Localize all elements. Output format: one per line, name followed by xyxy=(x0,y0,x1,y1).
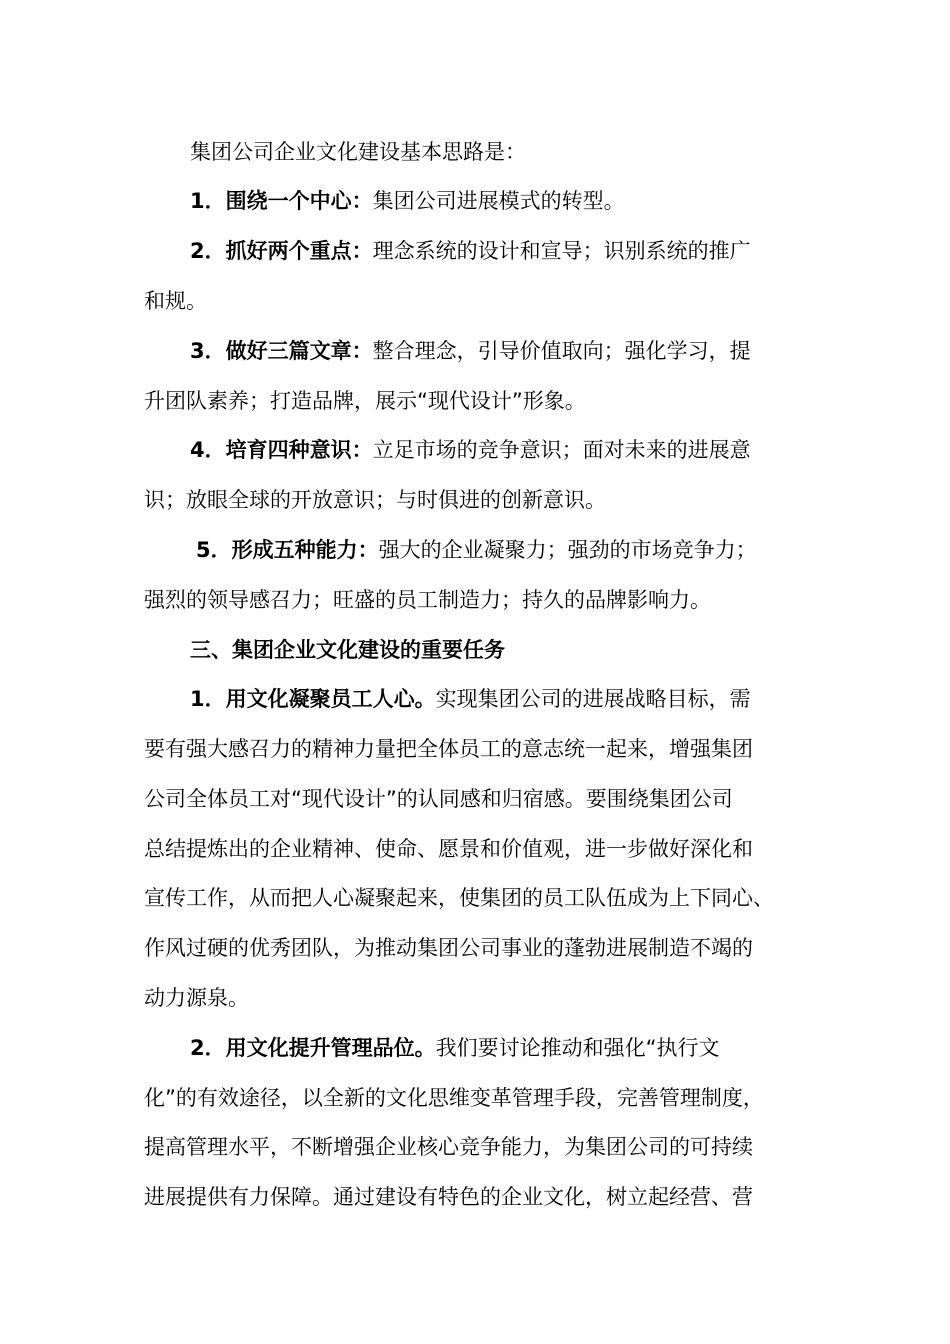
point-3-continuation xyxy=(144,386,586,416)
text-run: 我们要讨论推动和强化“执行文 xyxy=(435,1036,720,1060)
point-5-continuation xyxy=(144,585,711,615)
text-run: 进展提供有力保障。通过建设有特色的企业文化，树立起经营、营 xyxy=(144,1185,753,1209)
text-run: 理念系统的设计和宣导；识别系统的推广 xyxy=(372,239,751,263)
point-heading: 4．培育四种意识： xyxy=(190,438,373,462)
task-2-body-line xyxy=(144,1182,753,1212)
text-run: 集团公司企业文化建设基本思路是： xyxy=(190,140,526,164)
text-run: 强大的企业凝聚力；强劲的市场竞争力； xyxy=(378,538,757,562)
task-1-line xyxy=(190,684,751,714)
point-2-continuation xyxy=(144,286,207,316)
task-2-body-line xyxy=(144,1132,753,1162)
section-heading xyxy=(190,635,505,665)
task-1-body-line xyxy=(144,933,753,963)
text-run: 识；放眼全球的开放意识；与时俱进的创新意识。 xyxy=(144,488,606,512)
text-run: 作风过硬的优秀团队，为推动集团公司事业的蓬勃进展制造不竭的 xyxy=(144,936,753,960)
point-4-line xyxy=(190,435,751,465)
task-heading: 1．用文化凝聚员工人心。 xyxy=(190,687,436,711)
point-5-line xyxy=(196,535,757,565)
task-1-body-line xyxy=(144,834,753,864)
text-run: 化”的有效途径，以全新的文化思维变革管理手段，完善管理制度， xyxy=(144,1086,764,1110)
point-3-line xyxy=(190,336,751,366)
text-run: 实现集团公司的进展战略目标，需 xyxy=(435,687,751,711)
intro-line xyxy=(190,137,526,167)
task-1-body-line xyxy=(144,983,249,1013)
text-run: 和规。 xyxy=(144,289,207,313)
task-1-body-line xyxy=(144,734,753,764)
text-run: 立足市场的竞争意识；面对未来的进展意 xyxy=(372,438,751,462)
text-run: 要有强大感召力的精神力量把全体员工的意志统一起来，增强集团 xyxy=(144,737,753,761)
point-2-line xyxy=(190,236,751,266)
text-run: 升团队素养；打造品牌，展示“现代设计”形象。 xyxy=(144,389,586,413)
point-1-line xyxy=(190,186,625,216)
text-run: 总结提炼出的企业精神、使命、愿景和价值观，进一步做好深化和 xyxy=(144,837,753,861)
text-run: 提高管理水平，不断增强企业核心竞争能力，为集团公司的可持续 xyxy=(144,1135,753,1159)
text-run: 整合理念，引导价值取向；强化学习，提 xyxy=(372,339,751,363)
point-heading: 2．抓好两个重点： xyxy=(190,239,373,263)
text-run: 动力源泉。 xyxy=(144,986,249,1010)
point-heading: 3．做好三篇文章： xyxy=(190,339,373,363)
section-title: 三、集团企业文化建设的重要任务 xyxy=(190,638,505,662)
task-2-line xyxy=(190,1033,720,1063)
task-2-body-line xyxy=(144,1083,764,1113)
text-run: 宣传工作，从而把人心凝聚起来，使集团的员工队伍成为上下同心、 xyxy=(144,886,774,910)
text-run: 公司全体员工对“现代设计”的认同感和归宿感。要围绕集团公司 xyxy=(144,787,733,811)
task-heading: 2．用文化提升管理品位。 xyxy=(190,1036,436,1060)
point-heading: 5．形成五种能力： xyxy=(196,538,379,562)
point-heading: 1．围绕一个中心： xyxy=(190,189,373,213)
task-1-body-line xyxy=(144,784,733,814)
point-4-continuation xyxy=(144,485,606,515)
task-1-body-line xyxy=(144,883,774,913)
text-run: 强烈的领导感召力；旺盛的员工制造力；持久的品牌影响力。 xyxy=(144,588,711,612)
text-run: 集团公司进展模式的转型。 xyxy=(372,189,625,213)
